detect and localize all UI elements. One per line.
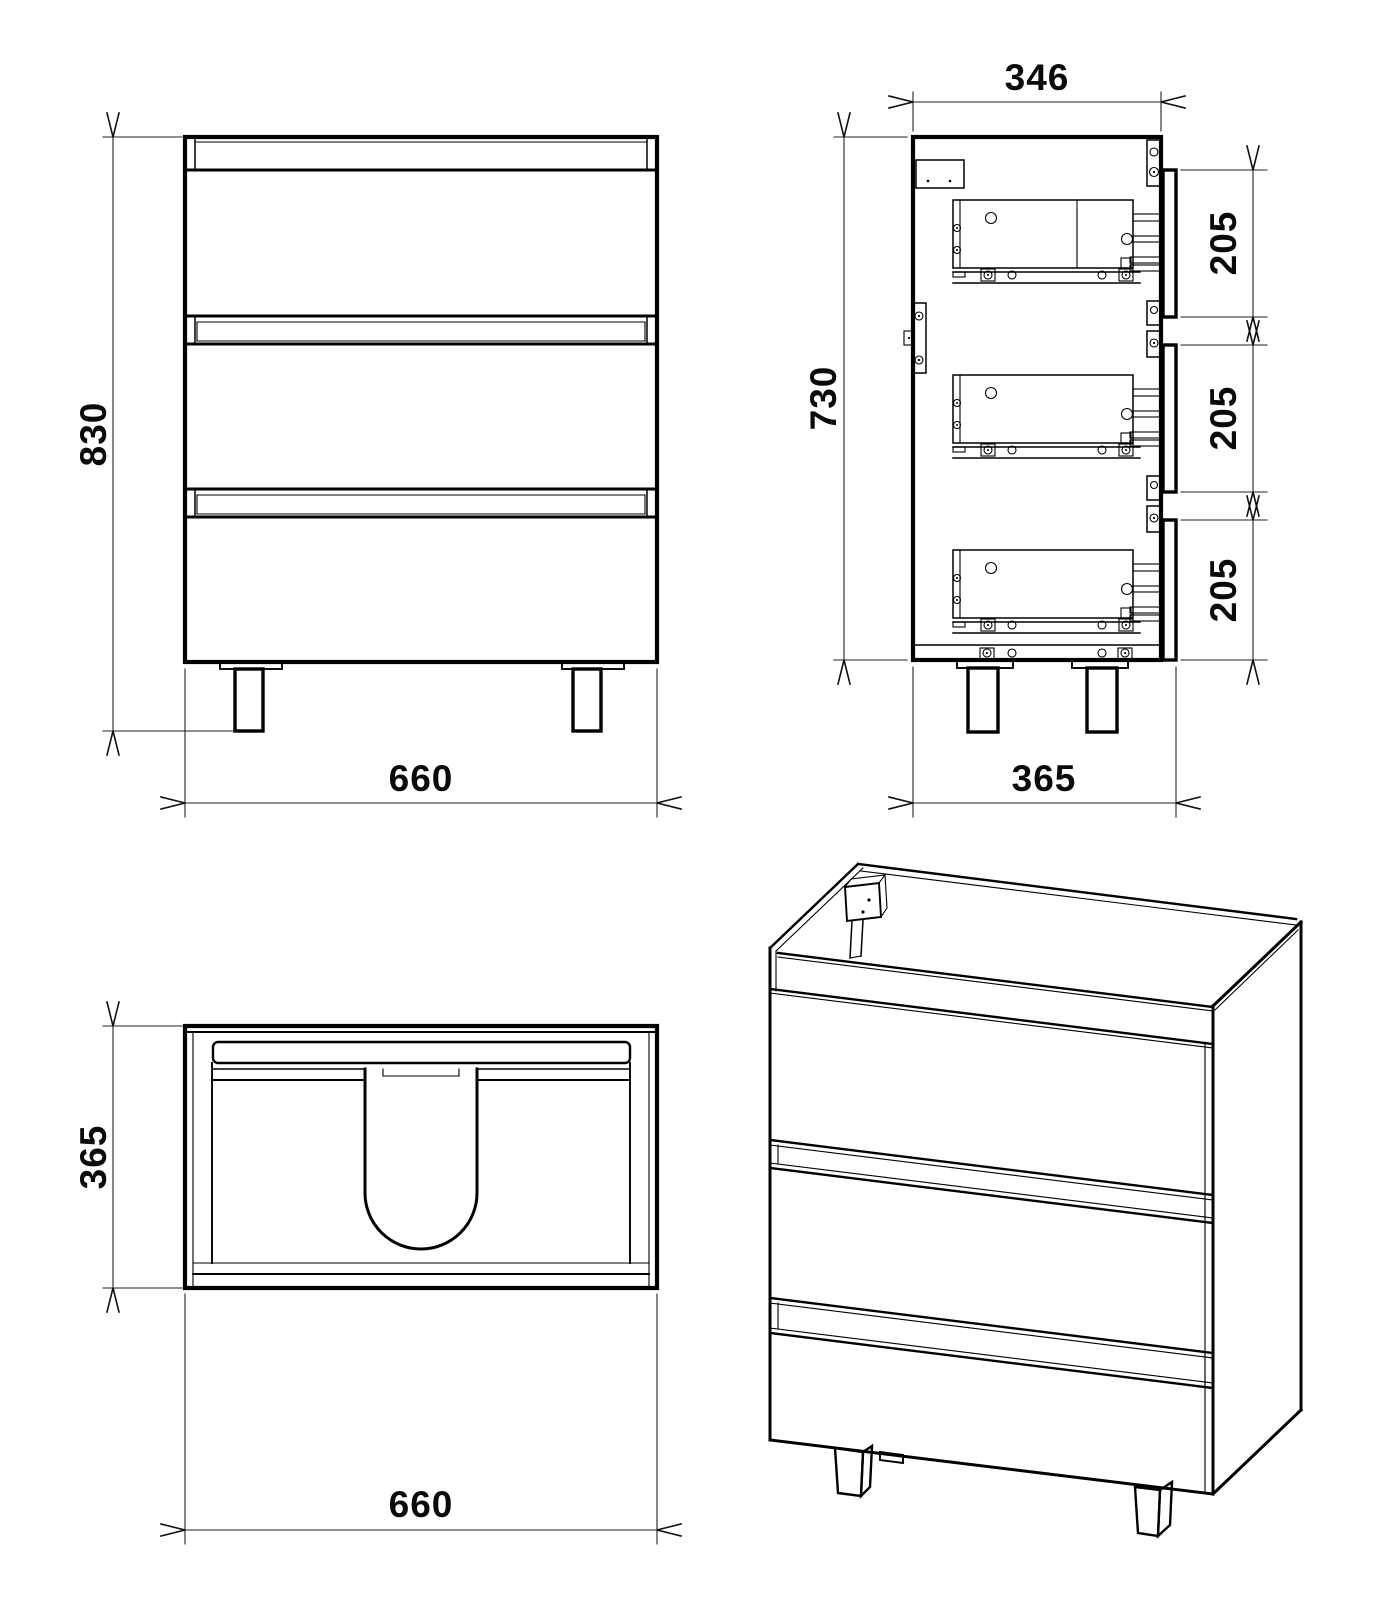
side-cabinet-outline	[913, 137, 1161, 660]
front-cabinet-outline	[185, 137, 657, 662]
back-mounting-plate	[916, 160, 964, 188]
dimension-front-height	[73, 137, 237, 731]
dimension-front-width	[185, 669, 657, 817]
dimension-drawer-fronts	[1181, 170, 1267, 660]
iso-drawer-gap-2	[770, 1298, 1213, 1388]
dimension-side-depth-bottom	[913, 667, 1176, 817]
front-view	[73, 137, 657, 817]
iso-legs	[835, 1446, 1172, 1536]
sink-bracket	[845, 875, 887, 958]
front-legs	[220, 662, 624, 731]
top-view	[73, 1026, 657, 1544]
dim-label-side-depth-top: 346	[1004, 57, 1070, 98]
isometric-view	[770, 864, 1301, 1536]
plan-sink-cutout	[365, 1069, 477, 1249]
dimension-side-height	[803, 137, 907, 660]
drawer-box-1	[953, 200, 1163, 283]
dim-label-plan-width: 660	[388, 1484, 454, 1525]
dim-label-plan-depth: 365	[73, 1124, 114, 1190]
plan-back-rail	[213, 1042, 630, 1063]
drawer-box-2	[953, 375, 1163, 458]
side-legs	[957, 660, 1128, 732]
dim-label-side-height: 730	[803, 365, 844, 431]
dim-label-side-depth-bottom: 365	[1011, 758, 1077, 799]
dim-label-front-width: 660	[388, 758, 454, 799]
side-bottom-panel	[913, 645, 1161, 659]
dimension-side-depth-top	[913, 57, 1161, 131]
side-drawer-front-3	[1163, 520, 1176, 660]
dim-label-drawer-1: 205	[1203, 210, 1244, 276]
dimension-plan-depth	[73, 1026, 182, 1288]
drawer-box-3	[953, 550, 1163, 633]
side-drawer-front-1	[1163, 170, 1176, 317]
front-drawer-gap-1	[185, 316, 657, 344]
dimension-plan-width	[185, 1294, 657, 1544]
side-drawer-front-2	[1163, 345, 1176, 492]
dim-label-drawer-3: 205	[1203, 557, 1244, 623]
front-drawer-gap-2	[185, 489, 657, 517]
iso-drawer-gap-1	[770, 1140, 1213, 1223]
side-view	[803, 57, 1267, 817]
dim-label-front-height: 830	[73, 401, 114, 467]
dim-label-drawer-2: 205	[1203, 385, 1244, 451]
